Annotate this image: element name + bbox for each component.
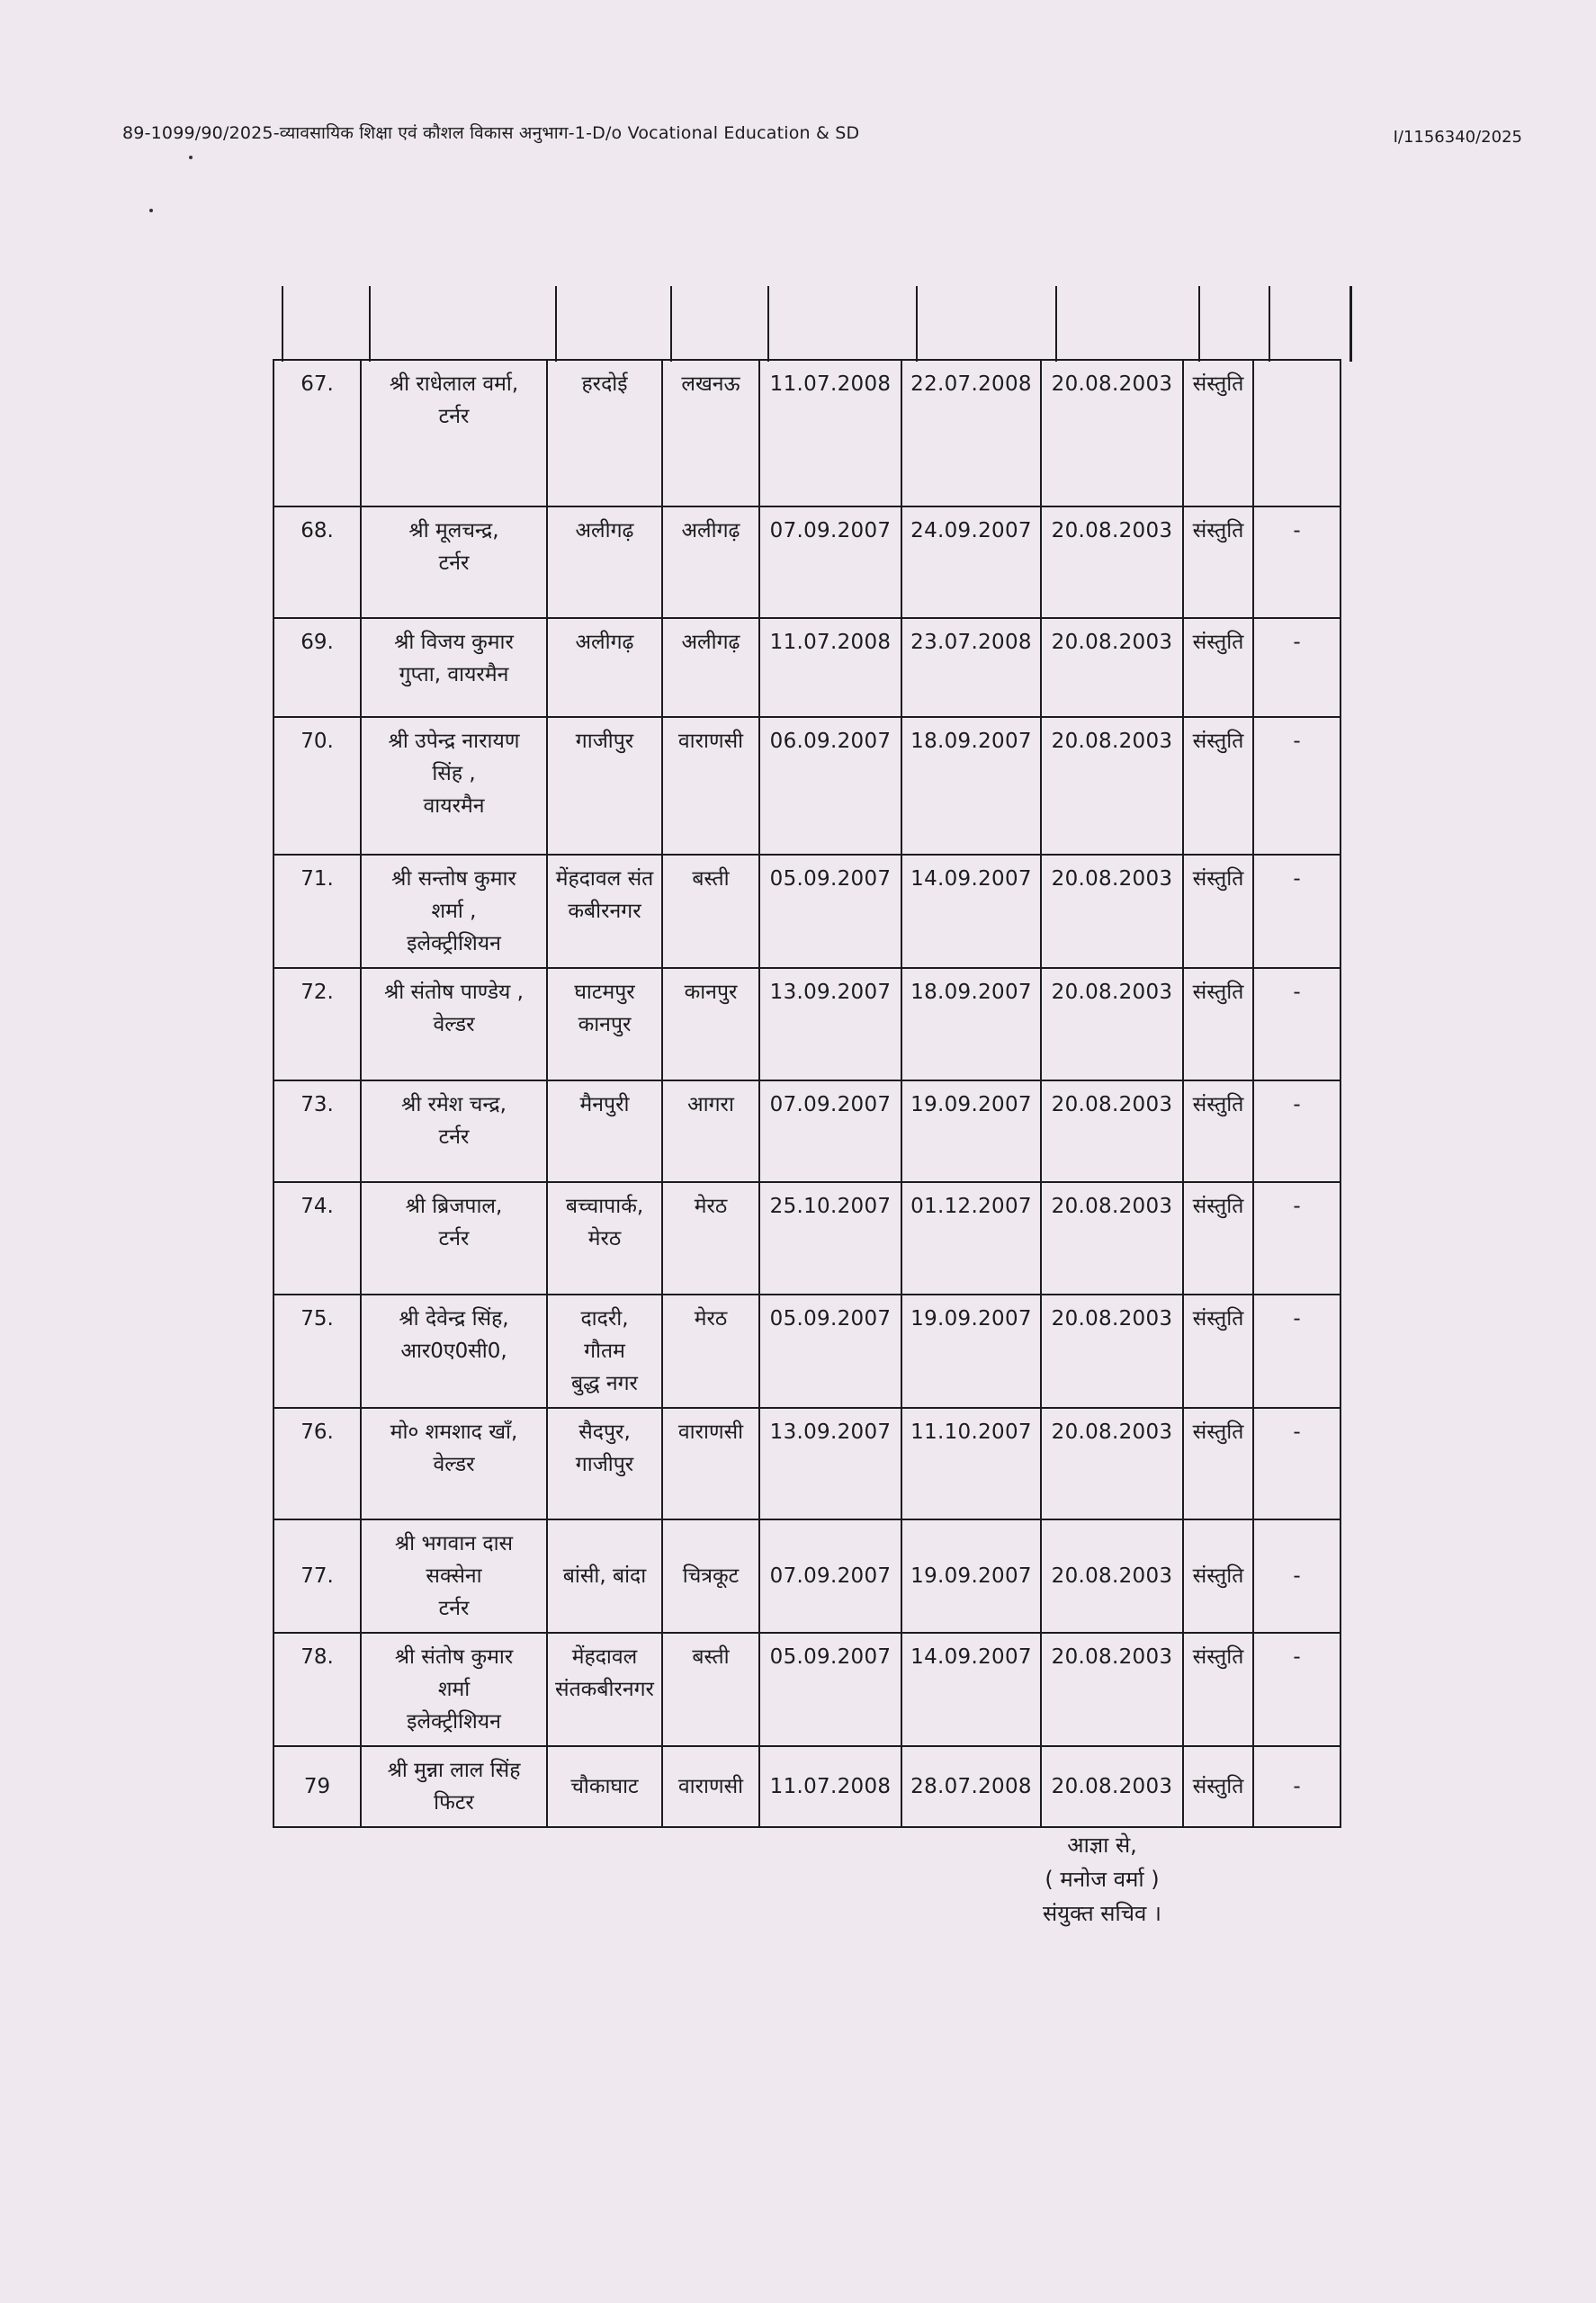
employee-name-cell bbox=[361, 1295, 547, 1408]
stub-divider bbox=[282, 286, 283, 362]
serial-number-cell: 78. bbox=[273, 1633, 361, 1746]
employee-name-cell bbox=[361, 968, 547, 1080]
date-cell-3: 20.08.2003 bbox=[1041, 968, 1183, 1080]
region-cell-line: आगरा bbox=[687, 1093, 734, 1116]
district-cell bbox=[547, 717, 662, 855]
employee-name-cell bbox=[361, 1080, 547, 1182]
recommendation-cell: संस्तुति bbox=[1183, 1408, 1253, 1519]
table-row bbox=[273, 717, 1340, 855]
employee-name-cell-line: श्री विजय कुमार bbox=[394, 631, 514, 654]
district-cell-line: बच्चापार्क, bbox=[565, 1195, 644, 1218]
region-cell-line: चित्रकूट bbox=[682, 1564, 740, 1588]
district-cell-line: गौतम bbox=[584, 1340, 625, 1363]
recommendation-cell: संस्तुति bbox=[1183, 1182, 1253, 1295]
region-cell-line: मेरठ bbox=[694, 1195, 728, 1218]
date-cell-2: 24.09.2007 bbox=[901, 506, 1041, 618]
date-cell-2: 14.09.2007 bbox=[901, 1633, 1041, 1746]
records-body bbox=[273, 360, 1340, 1827]
date-cell-2: 18.09.2007 bbox=[901, 968, 1041, 1080]
speck-mark bbox=[189, 156, 193, 159]
region-cell bbox=[662, 1633, 759, 1746]
signature-line-name: ( मनोज वर्मा ) bbox=[1045, 1867, 1160, 1892]
date-cell-1: 07.09.2007 bbox=[759, 506, 901, 618]
signature-block bbox=[1017, 1828, 1188, 1931]
serial-number-cell: 76. bbox=[273, 1408, 361, 1519]
region-cell bbox=[662, 717, 759, 855]
district-cell-line: सैदपुर, bbox=[578, 1420, 631, 1444]
employee-name-cell-line: आर0ए0सी0, bbox=[400, 1340, 507, 1363]
employee-name-cell-line: श्री संतोष पाण्डेय , bbox=[384, 981, 524, 1004]
serial-number-cell: 73. bbox=[273, 1080, 361, 1182]
table-row bbox=[273, 618, 1340, 717]
date-cell-1: 05.09.2007 bbox=[759, 855, 901, 968]
district-cell-line: घाटमपुर bbox=[574, 981, 635, 1004]
date-cell-1: 11.07.2008 bbox=[759, 360, 901, 506]
recommendation-cell: संस्तुति bbox=[1183, 968, 1253, 1080]
employee-name-cell bbox=[361, 506, 547, 618]
document-number: I/1156340/2025 bbox=[1393, 128, 1522, 147]
employee-name-cell-line: गुप्ता, वायरमैन bbox=[399, 663, 509, 686]
date-cell-1: 05.09.2007 bbox=[759, 1633, 901, 1746]
recommendation-cell: संस्तुति bbox=[1183, 1633, 1253, 1746]
employee-name-cell-line: श्री मुन्ना लाल सिंह bbox=[387, 1759, 521, 1782]
region-cell-line: वाराणसी bbox=[677, 1420, 744, 1444]
region-cell-line: बस्ती bbox=[692, 867, 730, 891]
employee-name-cell-line: श्री राधेलाल वर्मा, bbox=[389, 372, 519, 396]
region-cell bbox=[662, 1295, 759, 1408]
region-cell bbox=[662, 968, 759, 1080]
signature-line-order: आज्ञा से, bbox=[1067, 1833, 1137, 1858]
district-cell bbox=[547, 1746, 662, 1827]
employee-name-cell bbox=[361, 1182, 547, 1295]
date-cell-1: 05.09.2007 bbox=[759, 1295, 901, 1408]
table-row bbox=[273, 1408, 1340, 1519]
serial-number-cell: 67. bbox=[273, 360, 361, 506]
employee-name-cell-line: वेल्डर bbox=[433, 1013, 475, 1036]
date-cell-3: 20.08.2003 bbox=[1041, 1080, 1183, 1182]
district-cell-line: संतकबीरनगर bbox=[555, 1678, 654, 1701]
region-cell bbox=[662, 360, 759, 506]
employee-name-cell-line: इलेक्ट्रीशियन bbox=[407, 1710, 501, 1734]
serial-number-cell: 72. bbox=[273, 968, 361, 1080]
region-cell-line: वाराणसी bbox=[677, 1775, 744, 1798]
serial-number-cell: 79 bbox=[273, 1746, 361, 1827]
employee-name-cell-line: टर्नर bbox=[438, 551, 470, 575]
employee-name-cell-line: टर्नर bbox=[438, 1125, 470, 1149]
employee-name-cell-line: श्री भगवान दास bbox=[394, 1532, 514, 1555]
date-cell-1: 07.09.2007 bbox=[759, 1080, 901, 1182]
date-cell-3: 20.08.2003 bbox=[1041, 1746, 1183, 1827]
table-row bbox=[273, 360, 1340, 506]
district-cell bbox=[547, 968, 662, 1080]
table-row bbox=[273, 1633, 1340, 1746]
serial-number-cell: 75. bbox=[273, 1295, 361, 1408]
date-cell-3: 20.08.2003 bbox=[1041, 1182, 1183, 1295]
date-cell-2: 22.07.2008 bbox=[901, 360, 1041, 506]
district-cell bbox=[547, 1519, 662, 1633]
district-cell-line: गाजीपुर bbox=[575, 1453, 634, 1476]
table-row bbox=[273, 1519, 1340, 1633]
records-table bbox=[273, 359, 1341, 1828]
district-cell-line: बांसी, बांदा bbox=[562, 1564, 647, 1588]
region-cell bbox=[662, 1080, 759, 1182]
remark-cell: - bbox=[1253, 1182, 1340, 1295]
district-cell bbox=[547, 1182, 662, 1295]
date-cell-3: 20.08.2003 bbox=[1041, 717, 1183, 855]
date-cell-1: 25.10.2007 bbox=[759, 1182, 901, 1295]
employee-name-cell-line: इलेक्ट्रीशियन bbox=[407, 932, 501, 955]
region-cell bbox=[662, 1519, 759, 1633]
date-cell-2: 19.09.2007 bbox=[901, 1080, 1041, 1182]
district-cell-line: कानपुर bbox=[578, 1013, 632, 1036]
table-continuation-stub bbox=[282, 286, 1352, 362]
date-cell-2: 01.12.2007 bbox=[901, 1182, 1041, 1295]
district-cell-line: बुद्ध नगर bbox=[571, 1372, 638, 1395]
employee-name-cell-line: वेल्डर bbox=[433, 1453, 475, 1476]
table-row bbox=[273, 1182, 1340, 1295]
recommendation-cell: संस्तुति bbox=[1183, 717, 1253, 855]
employee-name-cell-line: मो० शमशाद खाँ, bbox=[390, 1420, 518, 1444]
date-cell-1: 06.09.2007 bbox=[759, 717, 901, 855]
date-cell-1: 13.09.2007 bbox=[759, 968, 901, 1080]
date-cell-2: 19.09.2007 bbox=[901, 1295, 1041, 1408]
remark-cell: - bbox=[1253, 1408, 1340, 1519]
table-row bbox=[273, 1080, 1340, 1182]
employee-name-cell-line: सक्सेना bbox=[426, 1564, 482, 1588]
employee-name-cell bbox=[361, 360, 547, 506]
employee-name-cell bbox=[361, 1408, 547, 1519]
remark-cell: - bbox=[1253, 618, 1340, 717]
date-cell-3: 20.08.2003 bbox=[1041, 1519, 1183, 1633]
remark-cell: - bbox=[1253, 717, 1340, 855]
region-cell-line: अलीगढ़ bbox=[681, 519, 740, 542]
district-cell-line: हरदोई bbox=[581, 372, 628, 396]
recommendation-cell: संस्तुति bbox=[1183, 360, 1253, 506]
date-cell-1: 13.09.2007 bbox=[759, 1408, 901, 1519]
date-cell-2: 19.09.2007 bbox=[901, 1519, 1041, 1633]
recommendation-cell: संस्तुति bbox=[1183, 618, 1253, 717]
employee-name-cell-line: टर्नर bbox=[438, 1227, 470, 1250]
stub-divider bbox=[1198, 286, 1200, 362]
recommendation-cell: संस्तुति bbox=[1183, 1519, 1253, 1633]
date-cell-1: 11.07.2008 bbox=[759, 1746, 901, 1827]
date-cell-3: 20.08.2003 bbox=[1041, 506, 1183, 618]
recommendation-cell: संस्तुति bbox=[1183, 506, 1253, 618]
region-cell bbox=[662, 1408, 759, 1519]
date-cell-2: 11.10.2007 bbox=[901, 1408, 1041, 1519]
serial-number-cell: 70. bbox=[273, 717, 361, 855]
district-cell bbox=[547, 1633, 662, 1746]
recommendation-cell: संस्तुति bbox=[1183, 1080, 1253, 1182]
district-cell-line: गाजीपुर bbox=[575, 730, 634, 753]
serial-number-cell: 68. bbox=[273, 506, 361, 618]
date-cell-2: 28.07.2008 bbox=[901, 1746, 1041, 1827]
stub-divider bbox=[369, 286, 371, 362]
date-cell-2: 14.09.2007 bbox=[901, 855, 1041, 968]
file-reference: 89-1099/90/2025-व्यावसायिक शिक्षा एवं कौशल विकास अनुभाग-1-D/o Vocational Education & SD bbox=[122, 123, 860, 143]
employee-name-cell bbox=[361, 618, 547, 717]
employee-name-cell bbox=[361, 1519, 547, 1633]
district-cell-line: अलीगढ़ bbox=[575, 519, 634, 542]
employee-name-cell-line: श्री देवेन्द्र सिंह, bbox=[399, 1307, 509, 1331]
region-cell-line: लखनऊ bbox=[681, 372, 740, 396]
employee-name-cell-line: शर्मा , bbox=[431, 900, 477, 923]
district-cell-line: मैनपुरी bbox=[579, 1093, 630, 1116]
region-cell-line: अलीगढ़ bbox=[681, 631, 740, 654]
remark-cell: - bbox=[1253, 1633, 1340, 1746]
date-cell-1: 07.09.2007 bbox=[759, 1519, 901, 1633]
employee-name-cell-line: श्री संतोष कुमार bbox=[394, 1645, 514, 1669]
employee-name-cell-line: टर्नर bbox=[438, 1597, 470, 1620]
remark-cell: - bbox=[1253, 1746, 1340, 1827]
table-row bbox=[273, 1746, 1340, 1827]
district-cell bbox=[547, 1080, 662, 1182]
region-cell-line: बस्ती bbox=[692, 1645, 730, 1669]
recommendation-cell: संस्तुति bbox=[1183, 1295, 1253, 1408]
employee-name-cell-line: शर्मा bbox=[437, 1678, 471, 1701]
recommendation-cell: संस्तुति bbox=[1183, 855, 1253, 968]
speck-mark bbox=[149, 209, 153, 212]
region-cell-line: कानपुर bbox=[684, 981, 738, 1004]
region-cell-line: मेरठ bbox=[694, 1307, 728, 1331]
district-cell-line: मेंहदावल bbox=[571, 1645, 638, 1669]
district-cell-line: चौकाघाट bbox=[570, 1775, 639, 1798]
date-cell-3: 20.08.2003 bbox=[1041, 1295, 1183, 1408]
serial-number-cell: 77. bbox=[273, 1519, 361, 1633]
employee-name-cell-line: टर्नर bbox=[438, 405, 470, 428]
remark-cell: - bbox=[1253, 1295, 1340, 1408]
date-cell-2: 18.09.2007 bbox=[901, 717, 1041, 855]
date-cell-2: 23.07.2008 bbox=[901, 618, 1041, 717]
region-cell bbox=[662, 618, 759, 717]
employee-name-cell-line: फिटर bbox=[434, 1791, 474, 1815]
table-row bbox=[273, 1295, 1340, 1408]
employee-name-cell-line: श्री सन्तोष कुमार bbox=[391, 867, 516, 891]
employee-name-cell bbox=[361, 855, 547, 968]
employee-name-cell bbox=[361, 1746, 547, 1827]
district-cell bbox=[547, 618, 662, 717]
employee-name-cell bbox=[361, 717, 547, 855]
date-cell-3: 20.08.2003 bbox=[1041, 855, 1183, 968]
district-cell bbox=[547, 1295, 662, 1408]
stub-divider bbox=[1055, 286, 1057, 362]
stub-divider bbox=[555, 286, 557, 362]
region-cell-line: वाराणसी bbox=[677, 730, 744, 753]
district-cell bbox=[547, 855, 662, 968]
district-cell bbox=[547, 1408, 662, 1519]
signature-line-designation: संयुक्त सचिव । bbox=[1042, 1901, 1162, 1926]
date-cell-1: 11.07.2008 bbox=[759, 618, 901, 717]
remark-cell bbox=[1253, 360, 1340, 506]
region-cell bbox=[662, 1746, 759, 1827]
stub-divider bbox=[670, 286, 672, 362]
district-cell bbox=[547, 506, 662, 618]
district-cell-line: मेरठ bbox=[587, 1227, 622, 1250]
serial-number-cell: 69. bbox=[273, 618, 361, 717]
date-cell-3: 20.08.2003 bbox=[1041, 1408, 1183, 1519]
region-cell bbox=[662, 855, 759, 968]
stub-divider bbox=[916, 286, 918, 362]
serial-number-cell: 74. bbox=[273, 1182, 361, 1295]
remark-cell: - bbox=[1253, 968, 1340, 1080]
employee-name-cell-line: सिंह , bbox=[432, 762, 476, 785]
employee-name-cell-line: श्री उपेन्द्र नारायण bbox=[388, 730, 520, 753]
stub-divider bbox=[1269, 286, 1270, 362]
remark-cell: - bbox=[1253, 506, 1340, 618]
employee-name-cell-line: श्री रमेश चन्द्र, bbox=[401, 1093, 507, 1116]
region-cell bbox=[662, 506, 759, 618]
employee-name-cell-line: श्री ब्रिजपाल, bbox=[405, 1195, 503, 1218]
stub-divider bbox=[767, 286, 769, 362]
employee-name-cell-line: श्री मूलचन्द्र, bbox=[408, 519, 499, 542]
district-cell-line: मेंहदावल संत bbox=[555, 867, 654, 891]
date-cell-3: 20.08.2003 bbox=[1041, 618, 1183, 717]
remark-cell: - bbox=[1253, 1519, 1340, 1633]
district-cell bbox=[547, 360, 662, 506]
region-cell bbox=[662, 1182, 759, 1295]
serial-number-cell: 71. bbox=[273, 855, 361, 968]
remark-cell: - bbox=[1253, 1080, 1340, 1182]
table-row bbox=[273, 506, 1340, 618]
recommendation-cell: संस्तुति bbox=[1183, 1746, 1253, 1827]
employee-name-cell-line: वायरमैन bbox=[423, 794, 485, 818]
remark-cell: - bbox=[1253, 855, 1340, 968]
date-cell-3: 20.08.2003 bbox=[1041, 360, 1183, 506]
table-row bbox=[273, 968, 1340, 1080]
table-row bbox=[273, 855, 1340, 968]
employee-name-cell bbox=[361, 1633, 547, 1746]
date-cell-3: 20.08.2003 bbox=[1041, 1633, 1183, 1746]
district-cell-line: दादरी, bbox=[580, 1307, 629, 1331]
district-cell-line: अलीगढ़ bbox=[575, 631, 634, 654]
district-cell-line: कबीरनगर bbox=[568, 900, 641, 923]
